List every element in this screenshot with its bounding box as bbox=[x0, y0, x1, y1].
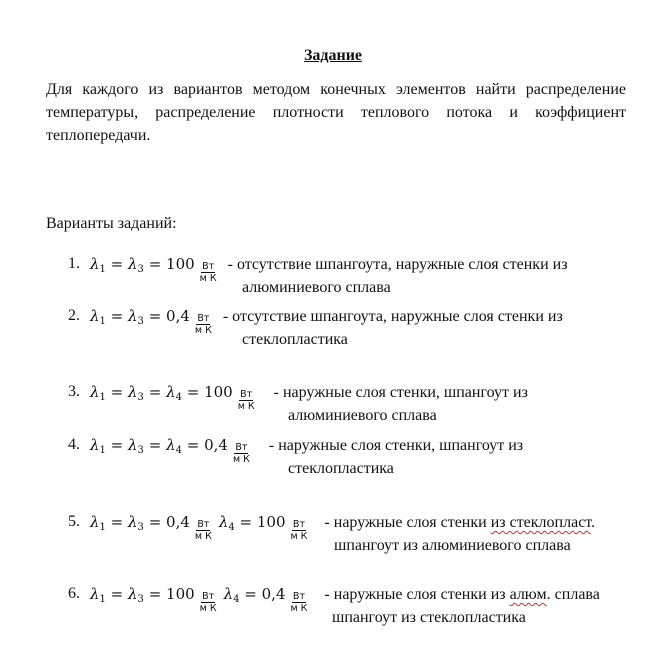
formula-second: $\lambda_4 = 0,4$ bbox=[223, 585, 286, 605]
unit-fraction: $\frac{Вт}{\text{м К}}$ bbox=[199, 591, 217, 614]
variants-heading: Варианты заданий: bbox=[46, 215, 177, 232]
item-description-line2: алюминиевого сплава bbox=[288, 407, 437, 424]
item-number: 6. bbox=[68, 585, 80, 602]
spellcheck-mark: алюм bbox=[509, 586, 547, 603]
document-title: Задание bbox=[303, 47, 363, 64]
variant-item-3 bbox=[68, 383, 648, 435]
item-description: - отсутствие шпангоута, наружные слоя стенки из bbox=[222, 308, 563, 325]
formula: $\lambda_1 = \lambda_3 = 100$ bbox=[90, 255, 195, 275]
item-description: - наружные слоя стенки из алюм. сплава bbox=[324, 586, 600, 603]
unit-fraction: $\frac{Вт}{\text{м К}}$ bbox=[232, 442, 250, 465]
item-description: - отсутствие шпангоута, наружные слоя стенки из bbox=[227, 256, 568, 273]
unit-fraction: $\frac{Вт}{\text{м К}}$ bbox=[237, 389, 255, 412]
item-description-line2: шпангоут из алюминиевого сплава bbox=[334, 537, 571, 554]
variant-item-6 bbox=[68, 585, 648, 637]
item-number: 1. bbox=[68, 255, 80, 272]
variant-item-4 bbox=[68, 436, 648, 488]
formula: $\lambda_1 = \lambda_3 = 100$ bbox=[90, 585, 195, 605]
variant-item-2 bbox=[68, 307, 648, 359]
item-number: 4. bbox=[68, 436, 80, 453]
unit-fraction: $\frac{Вт}{\text{м К}}$ bbox=[194, 519, 212, 542]
item-number: 5. bbox=[68, 513, 80, 530]
item-number: 3. bbox=[68, 383, 80, 400]
item-description-line2: стеклопластика bbox=[242, 331, 348, 348]
formula: $\lambda_1 = \lambda_3 = \lambda_4 = 0,4$ bbox=[90, 436, 228, 456]
formula: $\lambda_1 = \lambda_3 = 0,4$ bbox=[90, 513, 190, 533]
formula: $\lambda_1 = \lambda_3 = 0,4$ bbox=[90, 307, 190, 327]
item-description-line2: шпангоут из стеклопластика bbox=[332, 609, 526, 626]
unit-fraction: $\frac{Вт}{\text{м К}}$ bbox=[290, 519, 308, 542]
task-paragraph: Для каждого из вариантов методом конечных элементов найти распределение температуры, распределение плотности теплового потока и коэффициент теплопередачи. bbox=[46, 81, 626, 144]
item-description-line2: алюминиевого сплава bbox=[242, 279, 391, 296]
item-description: - наружные слоя стенки из стеклопласт. bbox=[324, 514, 596, 531]
spellcheck-mark: из стеклопласт bbox=[490, 514, 592, 531]
variant-item-5 bbox=[68, 513, 648, 565]
item-description: - наружные слоя стенки, шпангоут из bbox=[268, 437, 524, 454]
unit-fraction: $\frac{Вт}{\text{м К}}$ bbox=[199, 261, 217, 284]
item-description-line2: стеклопластика bbox=[288, 460, 394, 477]
formula: $\lambda_1 = \lambda_3 = \lambda_4 = 100$ bbox=[90, 383, 233, 403]
variant-item-1 bbox=[68, 255, 648, 307]
item-number: 2. bbox=[68, 307, 80, 324]
formula-second: $\lambda_4 = 100$ bbox=[218, 513, 286, 533]
item-description: - наружные слоя стенки, шпангоут из bbox=[273, 384, 528, 401]
unit-fraction: $\frac{Вт}{\text{м К}}$ bbox=[290, 591, 308, 614]
unit-fraction: $\frac{Вт}{\text{м К}}$ bbox=[194, 313, 212, 336]
